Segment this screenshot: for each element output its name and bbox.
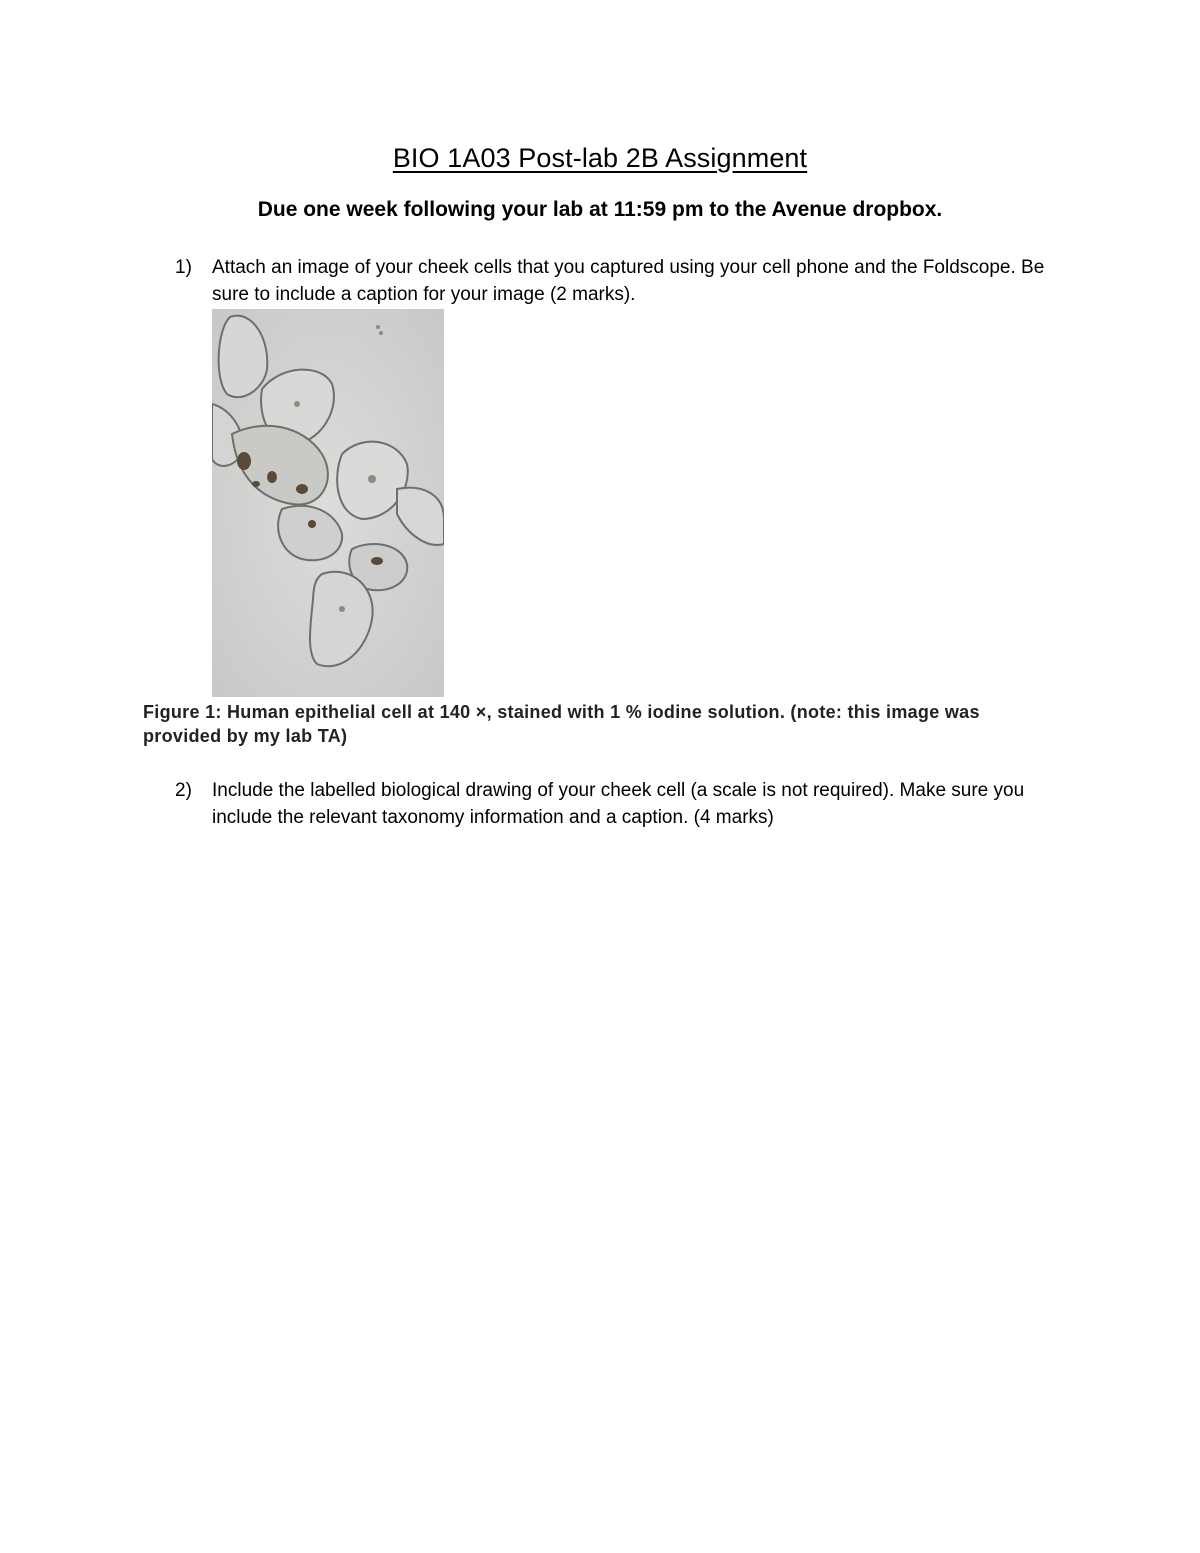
question-1-text: Attach an image of your cheek cells that you captured using your cell phone and the Foldscope. Be sure to include a caption for your image (2 marks). [212, 257, 1045, 305]
page-title: BIO 1A03 Post-lab 2B Assignment [392, 143, 808, 173]
cheek-cell-micrograph [212, 309, 444, 697]
question-2-number: 2) [175, 780, 192, 801]
due-date-instructions: Due one week following your lab at 11:59 pm to the Avenue dropbox. [257, 198, 943, 221]
question-2-text: Include the labelled biological drawing of your cheek cell (a scale is not required). Make sure you include the relevant taxonomy information and a caption. (4 marks) [212, 780, 1025, 828]
question-1-number: 1) [175, 257, 192, 278]
figure-1-caption: Figure 1: Human epithelial cell at 140 ×, stained with 1 % iodine solution. (note: this image was provided by my lab TA) [143, 702, 980, 746]
micrograph-illustration [212, 309, 444, 697]
question-1 [175, 254, 1055, 308]
question-2 [175, 777, 1055, 831]
